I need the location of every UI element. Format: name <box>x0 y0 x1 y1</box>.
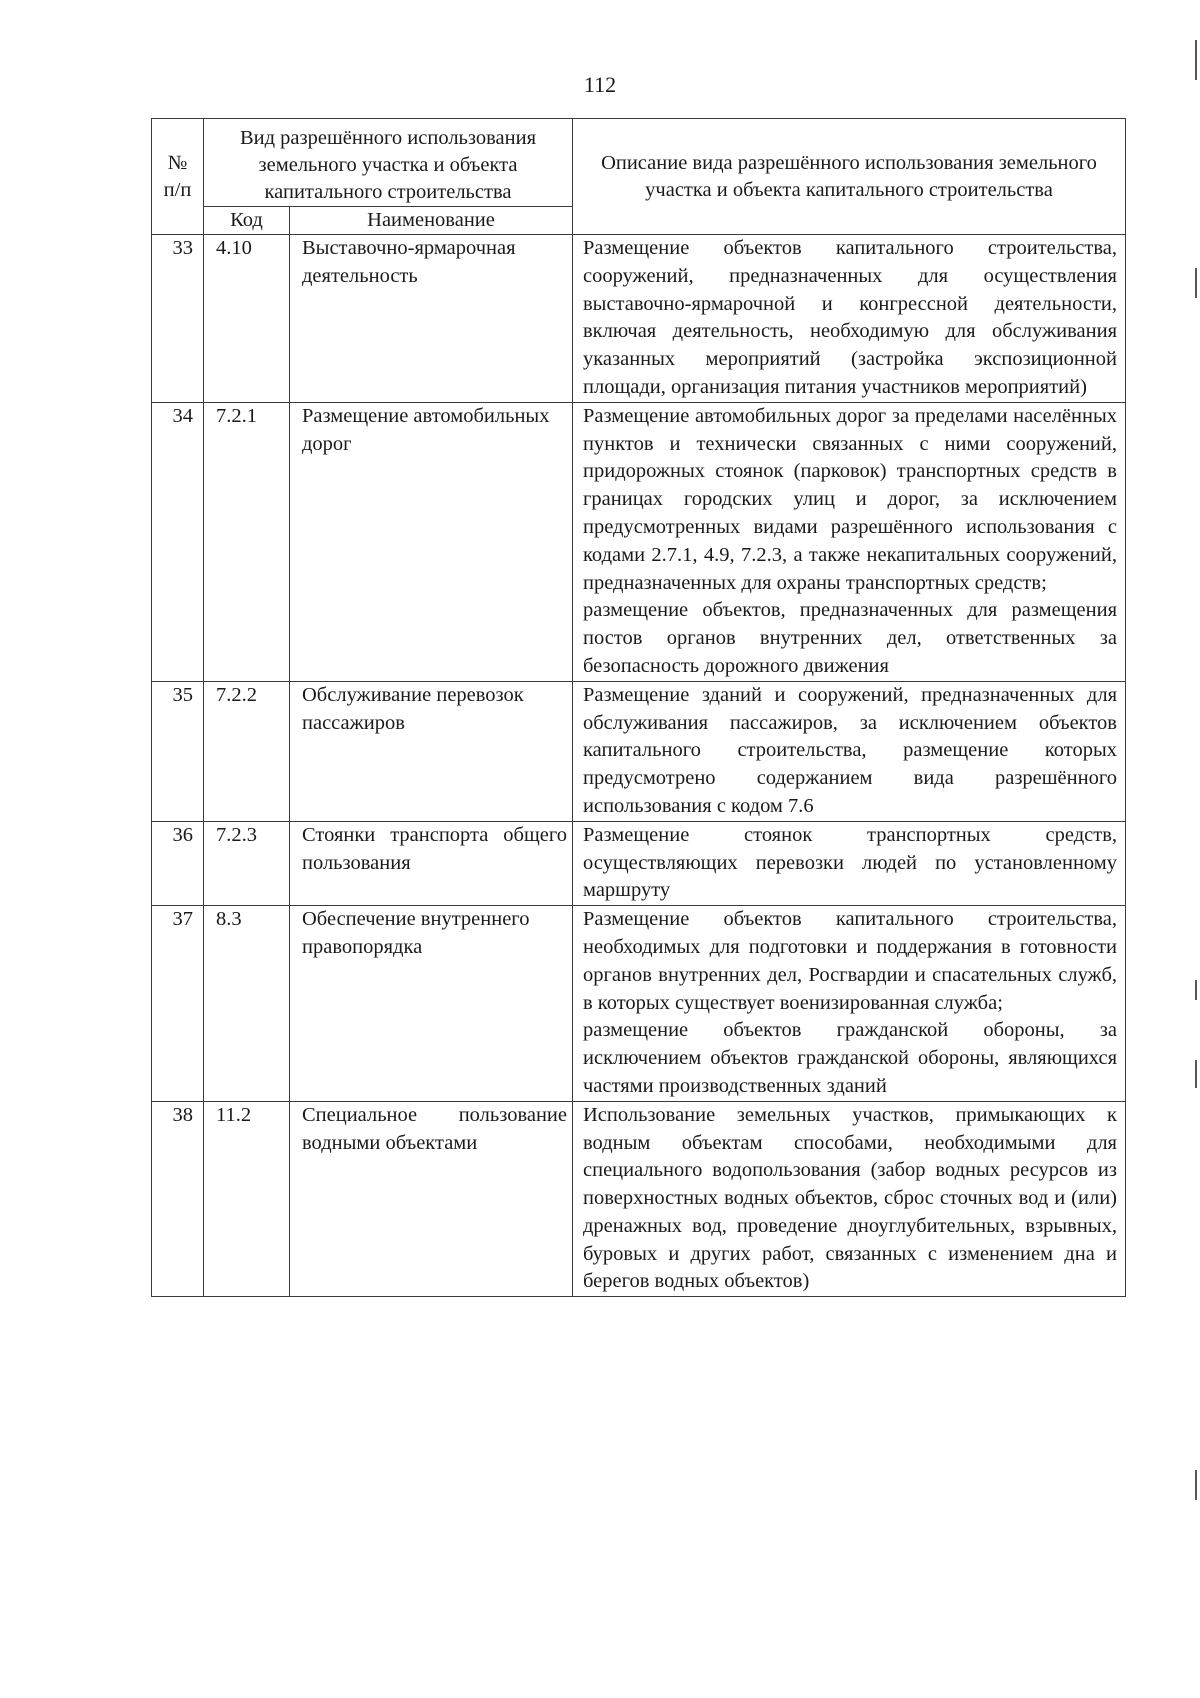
row-description <box>573 402 1126 681</box>
description-paragraph: Размещение объектов капитального строительства, необходимых для подготовки и поддержания в готовности органов внутренних дел, Росгвардии и спасательных служб, в которых существует военизированная служба; <box>583 908 1117 1014</box>
header-code: Код <box>204 207 290 235</box>
description-paragraph: Использование земельных участков, примыкающих к водным объектам способами, необходимыми для специального водопользования (забор водных ресурсов из поверхностных водных объектов, сброс сточных вод и (или) дренажных вод, проведение дноуглубительных, взрывных, буровых и других работ, связанных с изменением дна и берегов водных объектов) <box>583 1103 1117 1293</box>
row-code: 4.10 <box>204 235 290 403</box>
scan-edge-marks <box>1190 0 1200 1698</box>
page-number: 112 <box>583 72 617 97</box>
row-number: 34 <box>152 402 204 681</box>
table-row <box>152 906 1126 1102</box>
row-number: 33 <box>152 235 204 403</box>
row-description <box>573 681 1126 821</box>
row-number: 35 <box>152 681 204 821</box>
row-code: 7.2.2 <box>204 681 290 821</box>
row-number: 36 <box>152 821 204 905</box>
table-row <box>152 821 1126 905</box>
description-paragraph: Размещение стоянок транспортных средств, осуществляющих перевозки людей по установленному маршруту <box>583 823 1117 902</box>
header-description: Описание вида разрешённого использования земельного участка и объекта капитального строительства <box>573 119 1126 235</box>
table-header-row <box>152 119 1126 207</box>
row-name: Выставочно-ярмарочная деятельность <box>290 235 573 403</box>
table-body <box>152 235 1126 1297</box>
row-description <box>573 1101 1126 1297</box>
header-name: Наименование <box>290 207 573 235</box>
row-code: 11.2 <box>204 1101 290 1297</box>
description-paragraph: размещение объектов гражданской обороны, за исключением объектов гражданской обороны, являющихся частями производственных зданий <box>583 1019 1117 1097</box>
table-row <box>152 402 1126 681</box>
row-code: 7.2.1 <box>204 402 290 681</box>
land-use-table <box>151 118 1126 1297</box>
row-number: 38 <box>152 1101 204 1297</box>
row-description <box>573 235 1126 403</box>
row-description <box>573 906 1126 1102</box>
row-name: Обслуживание перевозок пассажиров <box>290 681 573 821</box>
row-code: 8.3 <box>204 906 290 1102</box>
row-name: Специальное пользование водными объектами <box>290 1101 573 1297</box>
header-num: № п/п <box>152 119 204 235</box>
row-code: 7.2.3 <box>204 821 290 905</box>
row-name: Стоянки транспорта общего пользования <box>290 821 573 905</box>
row-description <box>573 821 1126 905</box>
row-name: Обеспечение внутреннего правопорядка <box>290 906 573 1102</box>
header-group: Вид разрешённого использования земельного участка и объекта капитального строительства <box>204 119 573 207</box>
description-paragraph: размещение объектов, предназначенных для размещения постов органов внутренних дел, ответственных за безопасность дорожного движения <box>583 599 1117 677</box>
row-name: Размещение автомобильных дорог <box>290 402 573 681</box>
table-row <box>152 235 1126 403</box>
table-row <box>152 681 1126 821</box>
table-row <box>152 1101 1126 1297</box>
row-number: 37 <box>152 906 204 1102</box>
description-paragraph: Размещение автомобильных дорог за пределами населённых пунктов и технически связанных с ними сооружений, придорожных стоянок (парковок) транспортных средств в границах городских улиц и дорог, за исключением предусмотренных видами разрешённого использования с кодами 2.7.1, 4.9, 7.2.3, а также некапитальных сооружений, предназначенных для охраны транспортных средств; <box>583 404 1117 594</box>
description-paragraph: Размещение зданий и сооружений, предназначенных для обслуживания пассажиров, за исключением объектов капитального строительства, размещение которых предусмотрено содержанием вида разрешённого использования с кодом 7.6 <box>583 683 1117 817</box>
description-paragraph: Размещение объектов капитального строительства, сооружений, предназначенных для осуществления выставочно-ярмарочной и конгрессной деятельности, включая деятельность, необходимую для обслуживания указанных мероприятий (застройка экспозиционной площади, организация питания участников мероприятий) <box>583 237 1117 398</box>
